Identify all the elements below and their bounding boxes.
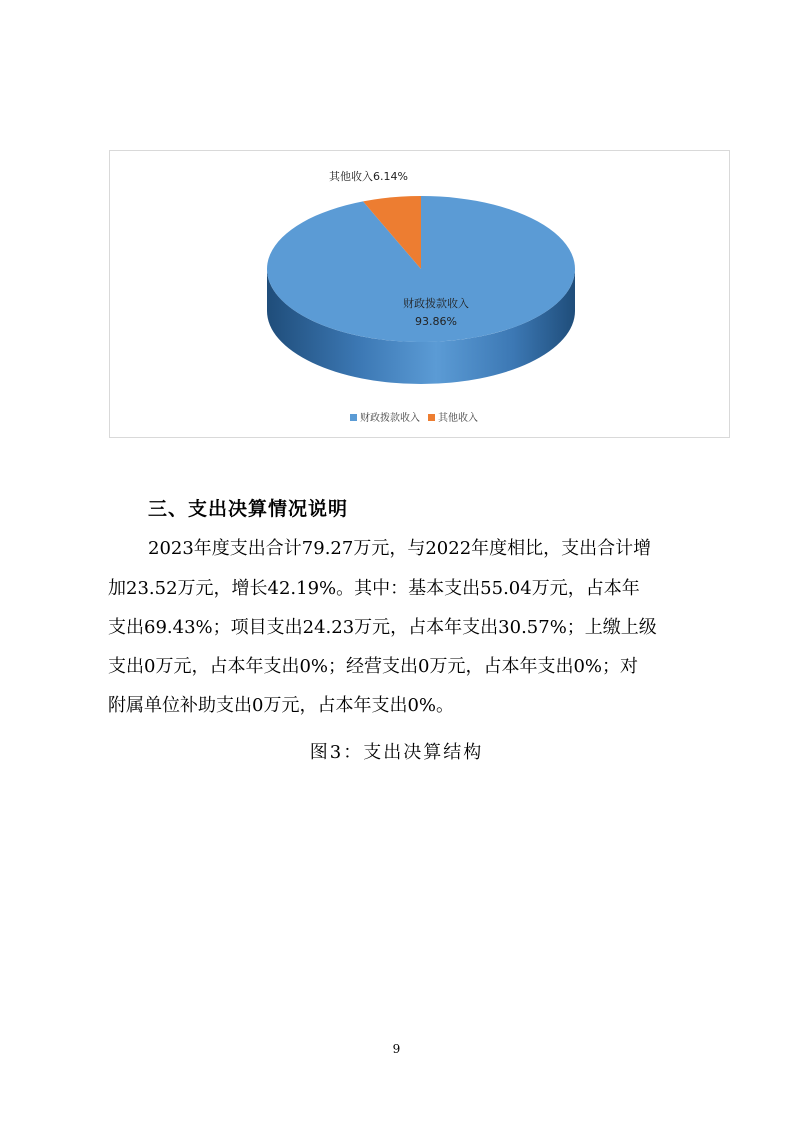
paragraph-line: 加23.52万元，增长42.19%。其中：基本支出55.04万元，占本年 — [108, 578, 640, 599]
page-number: 9 — [392, 1042, 401, 1056]
paragraph-line: 附属单位补助支出0万元，占本年支出0%。 — [108, 695, 455, 716]
paragraph-line: 2023年度支出合计79.27万元，与2022年度相比，支出合计增 — [148, 538, 652, 559]
data-label-other-income: 其他收入6.14% — [329, 170, 408, 183]
pie-chart-frame — [109, 150, 730, 438]
paragraph-line: 支出0万元，占本年支出0%；经营支出0万元，占本年支出0%；对 — [108, 656, 639, 677]
legend-swatch-0 — [350, 414, 357, 421]
paragraph-line: 支出69.43%；项目支出24.23万元，占本年支出30.57%；上缴上级 — [108, 617, 657, 638]
section-heading: 三、支出决算情况说明 — [148, 498, 349, 520]
figure-caption: 图3：支出决算结构 — [309, 742, 484, 763]
legend-label-1: 其他收入 — [438, 413, 478, 424]
legend-label-0: 财政拨款收入 — [360, 413, 420, 424]
data-label-fiscal-name: 财政拨款收入 — [403, 297, 469, 310]
pie-chart — [110, 151, 731, 439]
data-label-fiscal-value: 93.86% — [415, 315, 457, 328]
chart-legend — [350, 411, 478, 424]
legend-swatch-1 — [428, 414, 435, 421]
